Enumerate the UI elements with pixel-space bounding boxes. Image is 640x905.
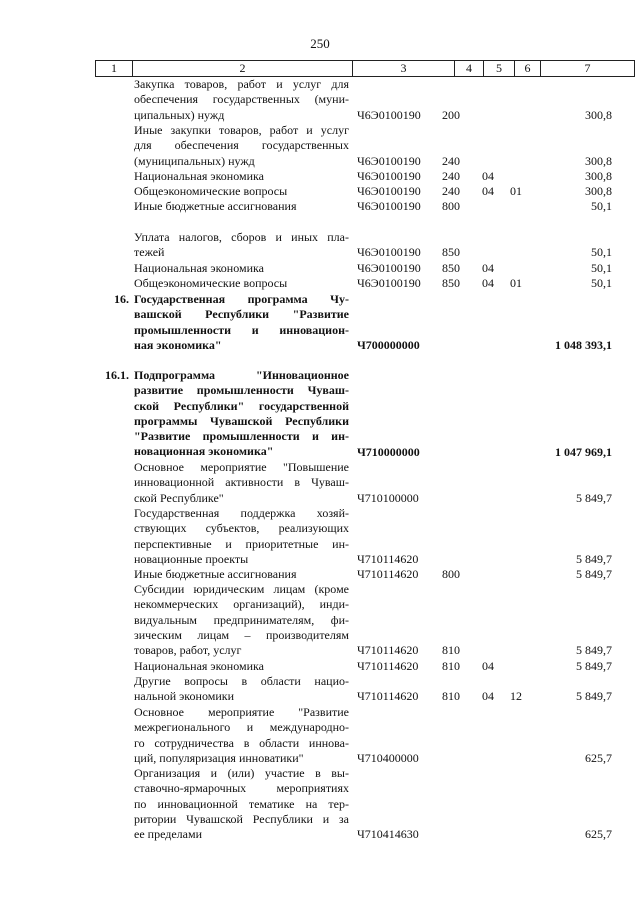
row-description — [134, 368, 349, 460]
row-subsection: 01 — [510, 276, 522, 290]
row-description — [134, 230, 349, 261]
row-expense-type: 240 — [442, 169, 460, 183]
row-number: 16. — [114, 292, 129, 306]
row-sum: 50,1 — [591, 199, 612, 213]
row-sum: 5 849,7 — [576, 659, 612, 673]
description-line: Национальная экономика — [134, 261, 264, 275]
table-header — [95, 60, 635, 77]
row-section: 04 — [482, 659, 494, 673]
row-code: Ч6Э0100190 — [357, 245, 421, 260]
description-line: Иные закупки товаров, работ и услуг — [134, 123, 349, 137]
description-line: Подпрограмма "Инновационное — [134, 368, 349, 382]
description-line: вашской Республики "Развитие — [134, 307, 349, 322]
header-col-5: 5 — [483, 61, 514, 76]
row-section: 04 — [482, 689, 494, 704]
row-expense-type: 810 — [442, 643, 460, 658]
description-line: Государственная программа Чу- — [134, 292, 349, 306]
row-expense-type: 810 — [442, 659, 460, 673]
description-line: новационные проекты — [134, 551, 249, 566]
row-sum: 5 849,7 — [576, 567, 612, 581]
description-line: ритории Чувашской Республики и за — [134, 811, 349, 826]
row-sum: 1 048 393,1 — [555, 337, 612, 352]
row-code: Ч710114620 — [357, 567, 419, 581]
row-code: Ч710114620 — [357, 551, 419, 566]
row-code: Ч6Э0100190 — [357, 261, 421, 275]
header-col-3: 3 — [352, 61, 454, 76]
description-line: новационная экономика" — [134, 444, 274, 459]
row-sum: 625,7 — [585, 827, 612, 842]
row-description — [134, 766, 349, 842]
description-line: Другие вопросы в области нацио- — [134, 674, 349, 688]
description-line: Субсидии юридическим лицам (кроме — [134, 582, 349, 596]
row-sum: 1 047 969,1 — [555, 444, 612, 459]
description-line: перспективные и приоритетные ин- — [134, 536, 349, 551]
row-sum: 5 849,7 — [576, 689, 612, 704]
row-sum: 50,1 — [591, 276, 612, 290]
description-line: Государственная поддержка хозяй- — [134, 506, 349, 520]
header-col-6: 6 — [514, 61, 540, 76]
row-code: Ч6Э0100190 — [357, 107, 421, 122]
row-expense-type: 200 — [442, 107, 460, 122]
description-line: Национальная экономика — [134, 659, 264, 673]
row-description — [134, 292, 349, 353]
row-sum: 300,8 — [585, 184, 612, 198]
row-sum: 5 849,7 — [576, 643, 612, 658]
description-line: Основное мероприятие "Повышение — [134, 460, 349, 474]
row-description — [134, 123, 349, 169]
row-sum: 5 849,7 — [576, 551, 612, 566]
row-code: Ч6Э0100190 — [357, 199, 421, 213]
row-description — [134, 659, 349, 674]
description-line: тежей — [134, 245, 165, 260]
description-line: ная экономика" — [134, 337, 222, 352]
description-line: зическим лицам – производителям — [134, 627, 349, 642]
header-col-2: 2 — [132, 61, 352, 76]
row-description — [134, 169, 349, 184]
description-line: развитие промышленности Чуваш- — [134, 383, 349, 398]
description-line: инновационной активности в Чуваш- — [134, 475, 349, 490]
header-col-7: 7 — [540, 61, 635, 76]
row-description — [134, 506, 349, 567]
description-line: по инновационной тематике на тер- — [134, 796, 349, 811]
description-line: ций, популяризация инноватики" — [134, 750, 304, 765]
row-section: 04 — [482, 261, 494, 275]
row-code: Ч6Э0100190 — [357, 184, 421, 198]
description-line: ципальных) нужд — [134, 107, 225, 122]
row-code: Ч710100000 — [357, 490, 419, 505]
description-line: Иные бюджетные ассигнования — [134, 567, 297, 581]
row-section: 04 — [482, 169, 494, 183]
row-description — [134, 674, 349, 705]
row-sum: 300,8 — [585, 107, 612, 122]
row-expense-type: 800 — [442, 567, 460, 581]
description-line: Иные бюджетные ассигнования — [134, 199, 297, 213]
row-sum: 50,1 — [591, 261, 612, 275]
row-description — [134, 460, 349, 506]
row-description — [134, 261, 349, 276]
description-line: межрегионального и международно- — [134, 720, 349, 735]
row-description — [134, 184, 349, 199]
row-section: 04 — [482, 276, 494, 290]
row-description — [134, 582, 349, 658]
description-line: промышленности и инновацион- — [134, 322, 349, 337]
row-code: Ч710414630 — [357, 827, 419, 842]
row-code: Ч710114620 — [357, 689, 419, 704]
row-description — [134, 77, 349, 123]
row-expense-type: 240 — [442, 153, 460, 168]
row-code: Ч710400000 — [357, 750, 419, 765]
description-line: Основное мероприятие "Развитие — [134, 705, 349, 719]
row-code: Ч6Э0100190 — [357, 276, 421, 290]
row-code: Ч700000000 — [357, 337, 420, 352]
row-expense-type: 850 — [442, 261, 460, 275]
row-expense-type: 850 — [442, 276, 460, 290]
row-sum: 300,8 — [585, 153, 612, 168]
row-sum: 5 849,7 — [576, 490, 612, 505]
row-expense-type: 240 — [442, 184, 460, 198]
row-code: Ч710000000 — [357, 444, 420, 459]
description-line: программы Чувашской Республики — [134, 413, 349, 428]
row-code: Ч710114620 — [357, 643, 419, 658]
description-line: Закупка товаров, работ и услуг для — [134, 77, 349, 91]
description-line: нальной экономики — [134, 689, 234, 704]
row-number: 16.1. — [105, 368, 129, 382]
row-expense-type: 850 — [442, 245, 460, 260]
row-description — [134, 705, 349, 766]
page-number: 250 — [310, 36, 330, 51]
description-line: ставочно-ярмарочных мероприятиях — [134, 781, 349, 796]
description-line: некоммерческих организаций), инди- — [134, 597, 349, 612]
row-sum: 50,1 — [591, 245, 612, 260]
description-line: ее пределами — [134, 827, 203, 842]
description-line: видуальным предпринимателям, фи- — [134, 612, 349, 627]
row-section: 04 — [482, 184, 494, 198]
description-line: Организация и (или) участие в вы- — [134, 766, 349, 780]
description-line: го сотрудничества в области иннова- — [134, 735, 349, 750]
description-line: товаров, работ, услуг — [134, 643, 242, 658]
description-line: ствующих субъектов, реализующих — [134, 521, 349, 536]
description-line: для обеспечения государственных — [134, 138, 349, 153]
description-line: (муниципальных) нужд — [134, 153, 255, 168]
description-line: "Развитие промышленности и ин- — [134, 429, 349, 444]
row-sum: 625,7 — [585, 750, 612, 765]
row-code: Ч710114620 — [357, 659, 419, 673]
row-subsection: 01 — [510, 184, 522, 198]
row-sum: 300,8 — [585, 169, 612, 183]
row-description — [134, 567, 349, 582]
row-expense-type: 800 — [442, 199, 460, 213]
header-col-4: 4 — [454, 61, 483, 76]
description-line: обеспечения государственных (муни- — [134, 92, 349, 107]
row-subsection: 12 — [510, 689, 522, 704]
row-code: Ч6Э0100190 — [357, 153, 421, 168]
description-line: ской Республики" государственной — [134, 398, 349, 413]
row-expense-type: 810 — [442, 689, 460, 704]
description-line: Уплата налогов, сборов и иных пла- — [134, 230, 349, 244]
row-description — [134, 276, 349, 291]
description-line: Общеэкономические вопросы — [134, 184, 288, 198]
row-code: Ч6Э0100190 — [357, 169, 421, 183]
row-description — [134, 199, 349, 214]
description-line: Национальная экономика — [134, 169, 264, 183]
header-col-1: 1 — [95, 61, 132, 76]
description-line: Общеэкономические вопросы — [134, 276, 288, 290]
description-line: ской Республике" — [134, 490, 224, 505]
